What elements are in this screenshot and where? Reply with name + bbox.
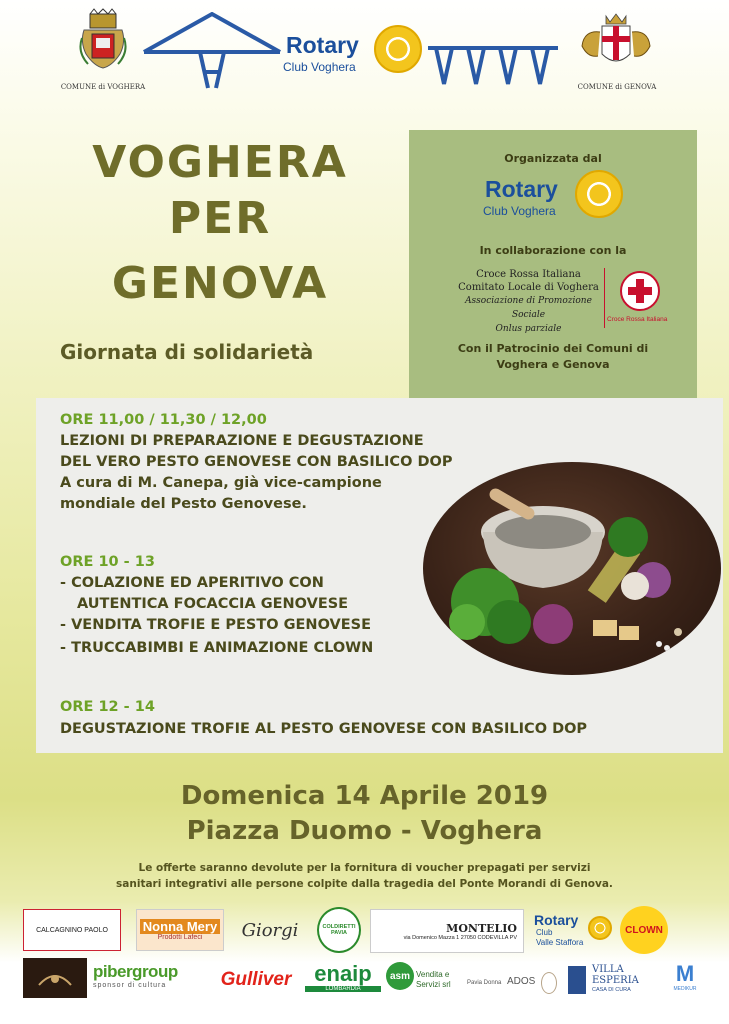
sponsor-calcagnino[interactable]: CALCAGNINO PAOLO: [23, 909, 121, 951]
bridge-left-icon: [142, 12, 282, 92]
donation-note-1: Le offerte saranno devolute per la fornitura di voucher prepagati per servizi: [138, 862, 591, 874]
pesto-photo: [423, 462, 721, 675]
header: [0, 0, 729, 100]
event-date: Domenica 14 Aprile 2019: [180, 781, 549, 811]
rotary-wheel-icon: [374, 25, 422, 73]
cri-block: [453, 268, 605, 334]
organized-by-label: Organizzata dal: [504, 152, 602, 165]
slot-1-line-2: DEL VERO PESTO GENOVESE CON BASILICO DOP: [60, 454, 453, 470]
sponsor-nonna-mery[interactable]: Nonna Mery Prodotti Lafeci: [136, 909, 224, 951]
sponsor-il-daracco[interactable]: [23, 958, 87, 998]
sponsor-villa-esperia[interactable]: VILLA ESPERIA CASA DI CURA: [568, 964, 660, 998]
asm-logo-icon: asm: [386, 962, 414, 990]
slot-2-line-1: - COLAZIONE ED APERITIVO CON: [60, 575, 324, 591]
cri-line-1: Croce Rossa Italiana: [476, 269, 581, 280]
slot-3-time: ORE 12 - 14: [60, 699, 155, 715]
organizer-rotary-name: Rotary: [485, 176, 558, 202]
title-line-2: PER: [168, 193, 272, 244]
slot-2-line-4: - TRUCCABIMBI E ANIMAZIONE CLOWN: [60, 640, 374, 656]
bridge-right-icon: [428, 44, 558, 90]
sponsor-coldiretti[interactable]: COLDIRETTI PAVIA: [317, 907, 361, 953]
title-line-1: VOGHERA: [92, 137, 348, 188]
slot-3-line-1: DEGUSTAZIONE TROFIE AL PESTO GENOVESE CON BASILICO DOP: [60, 721, 588, 737]
sponsor-rotary-wheel-icon: [588, 916, 612, 940]
slot-1-time: ORE 11,00 / 11,30 / 12,00: [60, 412, 267, 428]
sponsor-ados[interactable]: Pavia Donna ADOS: [467, 966, 559, 998]
sponsor-pibergroup[interactable]: pibergroup sponsor di cultura: [93, 962, 178, 989]
slot-1-line-3: A cura di M. Canepa, già vice-campione: [60, 475, 382, 491]
sponsor-rotary-valle-staffora[interactable]: Rotary Club Valle Staffora: [534, 912, 614, 952]
pesto-ingredients-illustration: [423, 462, 721, 675]
event-place: Piazza Duomo - Voghera: [186, 816, 543, 846]
donation-note-2: sanitari integrativi alle persone colpite dalla tragedia del Ponte Morandi di Genova.: [116, 878, 613, 890]
cri-line-2: Comitato Locale di Voghera: [458, 282, 599, 293]
slot-2-line-3: - VENDITA TROFIE E PESTO GENOVESE: [60, 617, 371, 633]
sponsor-montelio[interactable]: MONTELIO via Domenico Mazza 1 27050 CODEVILLA PV: [370, 909, 524, 953]
slot-2-line-2: AUTENTICA FOCACCIA GENOVESE: [77, 596, 349, 612]
organizer-rotary-club: Club Voghera: [483, 204, 556, 218]
genova-crest-icon: [580, 12, 652, 74]
patronage-line-2: Voghera e Genova: [496, 358, 610, 371]
red-cross-icon: [619, 270, 661, 312]
slot-1-line-4: mondiale del Pesto Genovese.: [60, 496, 307, 512]
sponsor-asm[interactable]: asm Vendita e Servizi srl: [386, 962, 462, 998]
daracco-logo-icon: [35, 965, 75, 991]
patronage-line-1: Con il Patrocinio dei Comuni di: [457, 342, 649, 355]
cri-line-3: Associazione di Promozione Sociale: [465, 296, 592, 320]
sponsor-giorgi[interactable]: Giorgi: [241, 919, 299, 941]
collab-label: In collaborazione con la: [479, 244, 627, 257]
subtitle: Giornata di solidarietà: [60, 340, 314, 364]
villa-esperia-logo-icon: [568, 966, 586, 994]
cri-line-4: Onlus parziale: [495, 324, 562, 334]
slot-2-time: ORE 10 - 13: [60, 554, 155, 570]
title-line-3: GENOVA: [111, 258, 329, 309]
cri-logo-caption: Croce Rossa Italiana: [607, 316, 668, 323]
right-crest-caption: COMUNE di GENOVA: [577, 83, 657, 91]
header-rotary-club: Club Voghera: [283, 60, 356, 74]
sponsor-medikur[interactable]: M MEDIKUR: [673, 961, 697, 992]
sponsor-clown[interactable]: CLOWN: [620, 906, 668, 954]
header-rotary-name: Rotary: [286, 32, 359, 58]
ados-logo-icon: [541, 972, 557, 994]
sponsor-enaip[interactable]: enaip LOMBARDIA: [305, 962, 381, 998]
left-crest-caption: COMUNE di VOGHERA: [60, 83, 146, 91]
slot-1-line-1: LEZIONI DI PREPARAZIONE E DEGUSTAZIONE: [60, 433, 424, 449]
organizer-box: [409, 130, 697, 398]
organizer-rotary-wheel-icon: [575, 170, 623, 218]
sponsor-gulliver[interactable]: Gulliver: [220, 969, 292, 990]
voghera-crest-icon: [76, 8, 130, 70]
